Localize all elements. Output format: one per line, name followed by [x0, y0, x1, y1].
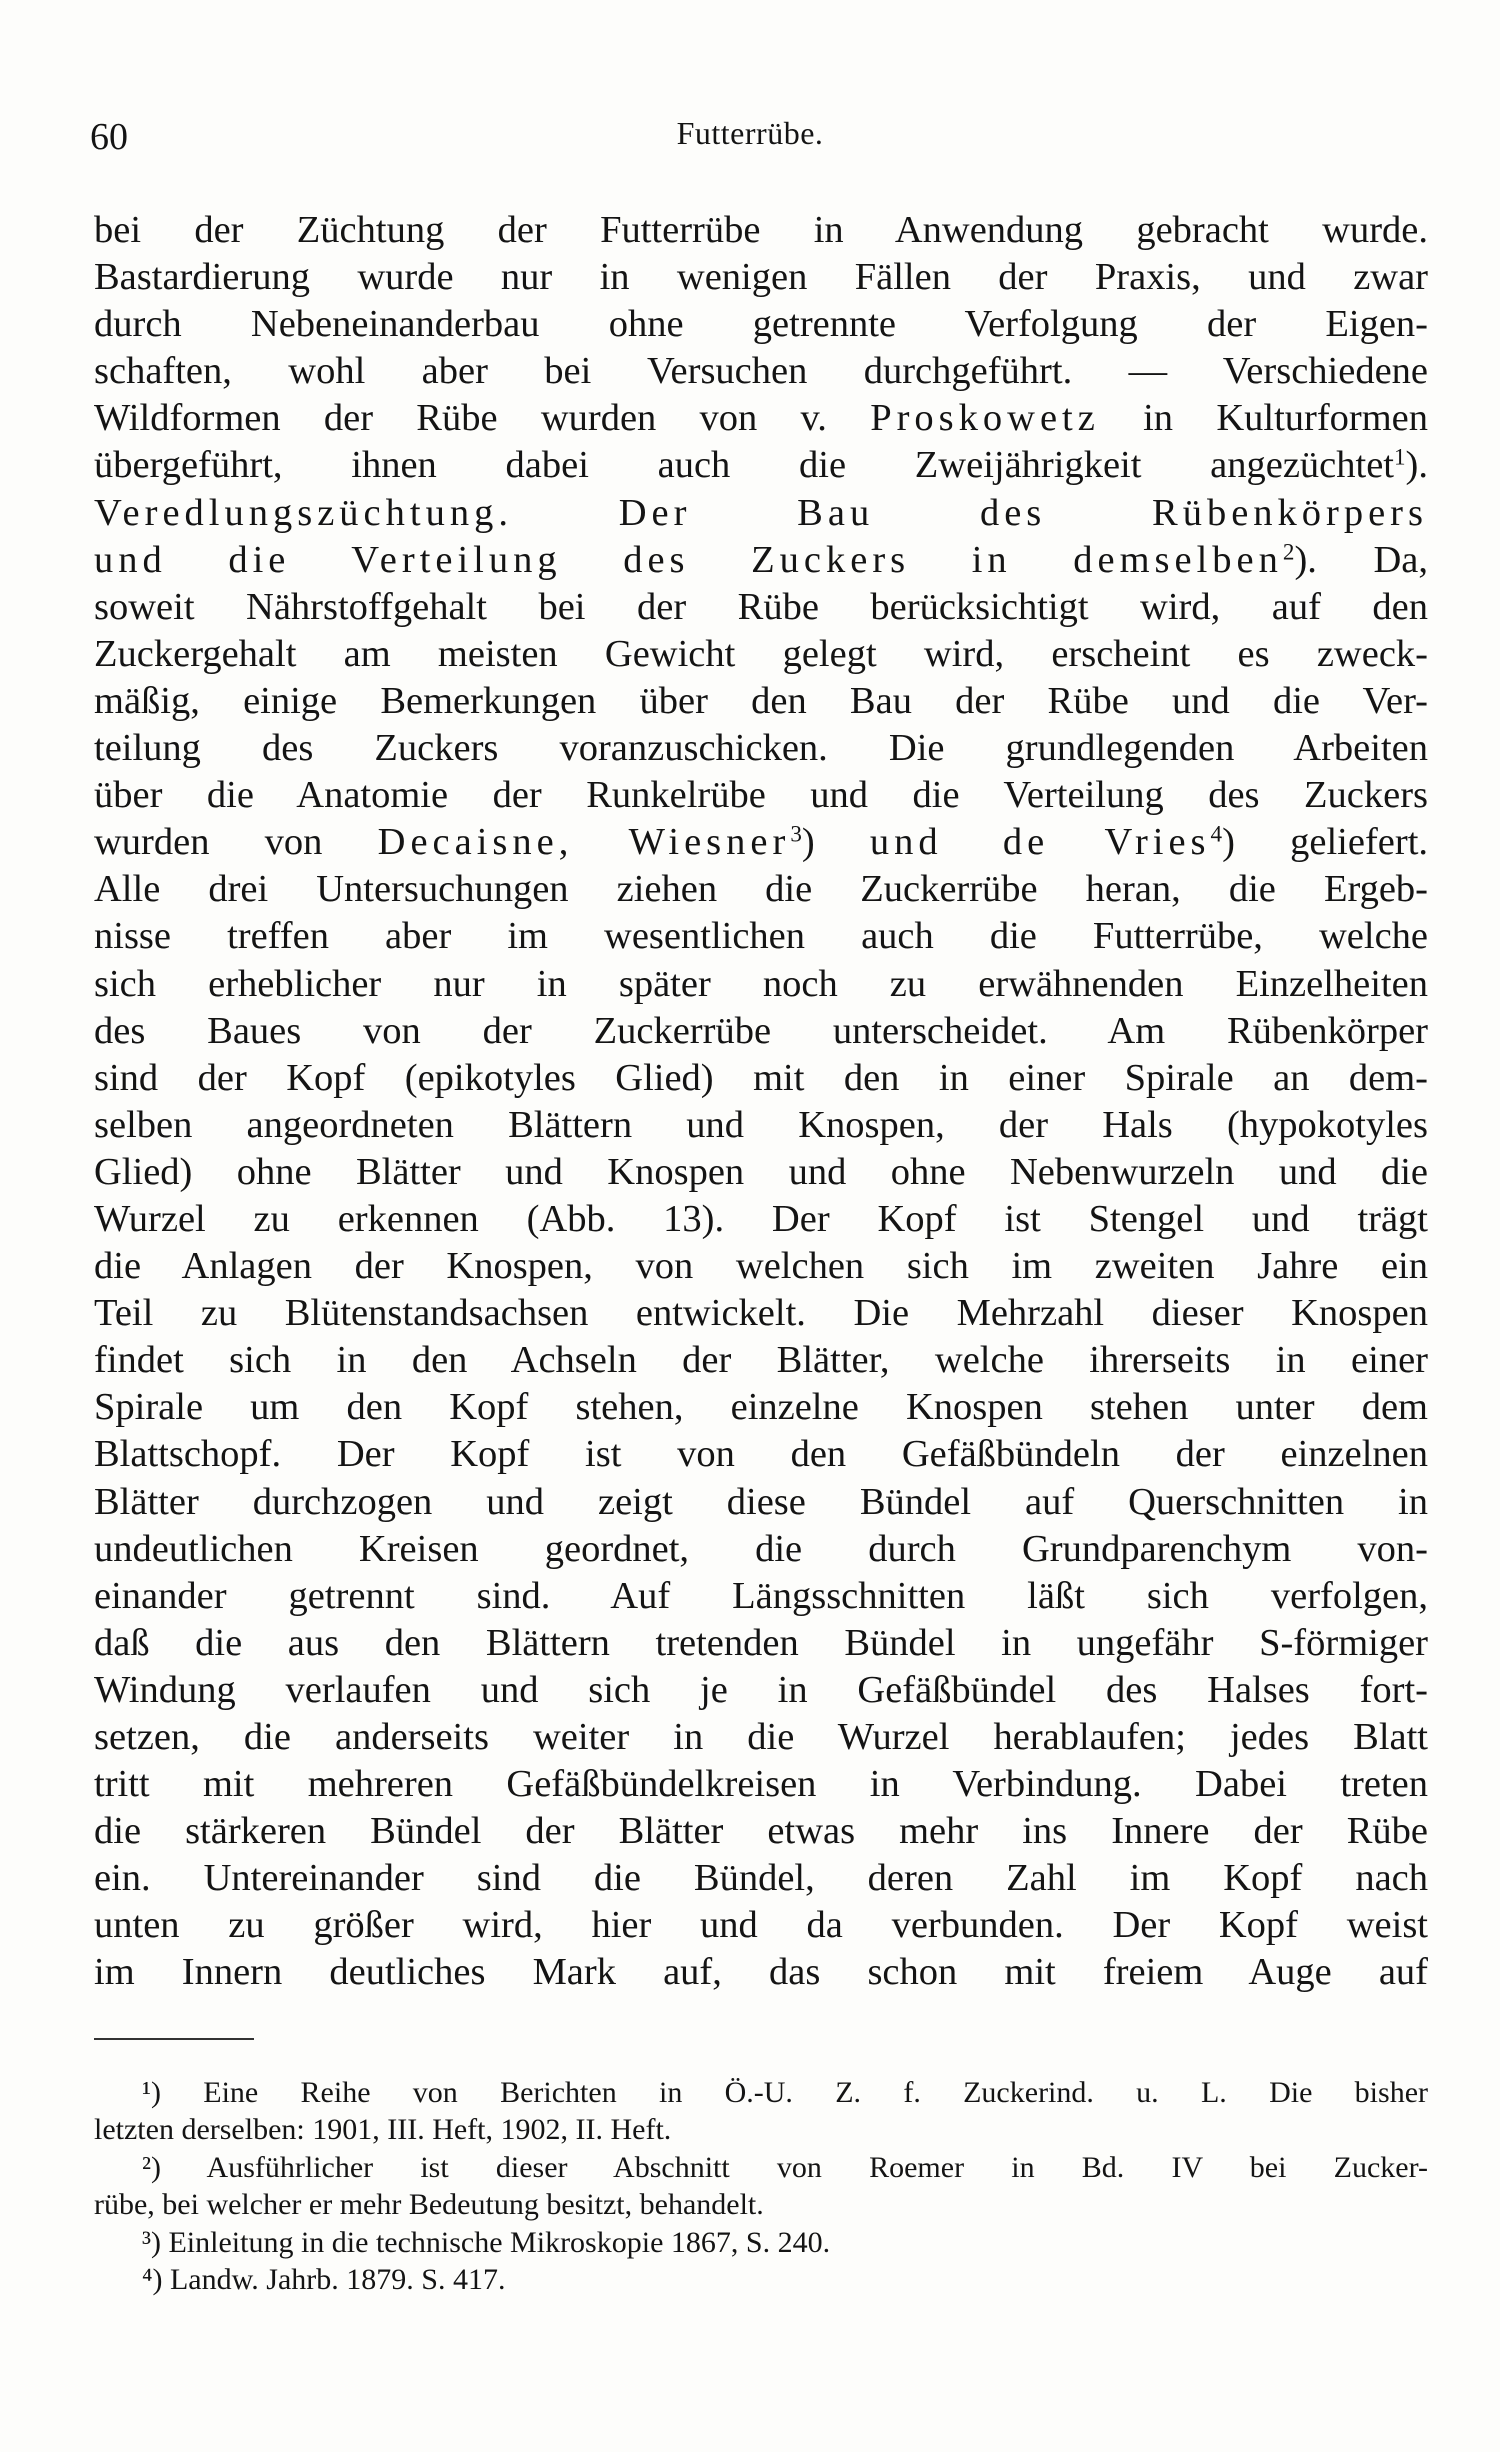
text-line: soweit Nährstoffgehalt bei der Rübe berücksichtigt wird, auf den	[94, 585, 1428, 628]
running-head: Futterrübe.	[676, 115, 824, 151]
text-segment: Da,	[1373, 538, 1429, 581]
text-line: Zuckergehalt am meisten Gewicht gelegt wird, erscheint es zweck-	[94, 632, 1428, 675]
footnote-line: rübe, bei welcher er mehr Bedeutung besitzt, behandelt.	[94, 2188, 764, 2222]
text-segment: übergeführt, ihnen dabei auch die Zweijährigkeit angezüchtet	[94, 444, 1394, 487]
text-segment: geliefert.	[1290, 821, 1429, 864]
footnote-line: ⁴) Landw. Jahrb. 1879. S. 417.	[142, 2262, 506, 2296]
text-line: Windung verlaufen und sich je in Gefäßbündel des Halses fort-	[94, 1668, 1428, 1711]
text-line: setzen, die anderseits weiter in die Wurzel herablaufen; jedes Blatt	[94, 1716, 1428, 1758]
text-line: findet sich in den Achseln der Blätter, welche ihrerseits in einer	[94, 1339, 1428, 1382]
text-line: Alle drei Untersuchungen ziehen die Zuckerrübe heran, die Ergeb-	[94, 868, 1428, 911]
text-segment: ).	[1294, 538, 1317, 581]
text-line: teilung des Zuckers voranzuschicken. Die grundlegenden Arbeiten	[94, 727, 1428, 770]
text-line: einander getrennt sind. Auf Längsschnitten läßt sich verfolgen,	[94, 1574, 1428, 1617]
text-line: Teil zu Blütenstandsachsen entwickelt. Die Mehrzahl dieser Knospen	[94, 1292, 1428, 1335]
text-line: nisse treffen aber im wesentlichen auch die Futterrübe, welche	[94, 915, 1428, 958]
author-name-proskowetz: Proskowetz	[870, 397, 1100, 440]
author-name-vries: Vries	[1104, 821, 1211, 864]
page-number: 60	[90, 116, 128, 158]
footnote-ref: 3	[790, 820, 802, 847]
text-line: die stärkeren Bündel der Blätter etwas mehr ins Innere der Rübe	[94, 1810, 1428, 1853]
text-line: im Innern deutliches Mark auf, das schon mit freiem Auge auf	[94, 1951, 1428, 1994]
text-line: des Baues von der Zuckerrübe unterscheidet. Am Rübenkörper	[94, 1009, 1428, 1052]
footnote-ref: 4	[1210, 820, 1223, 847]
text-line: daß die aus den Blättern tretenden Bündel in ungefähr S-förmiger	[94, 1621, 1428, 1664]
text-line: mäßig, einige Bemerkungen über den Bau der Rübe und die Ver-	[94, 679, 1428, 722]
text-line: Spirale um den Kopf stehen, einzelne Knospen stehen unter dem	[94, 1386, 1428, 1429]
text-line: tritt mit mehreren Gefäßbündelkreisen in Verbindung. Dabei treten	[94, 1763, 1428, 1806]
footnote-ref: 1	[1394, 443, 1406, 470]
body-text	[94, 207, 1428, 1997]
footnote-line: letzten derselben: 1901, III. Heft, 1902, II. Heft.	[94, 2113, 672, 2147]
text-line: Blätter durchzogen und zeigt diese Bündel auf Querschnitten in	[94, 1480, 1428, 1523]
footnote-line: ¹) Eine Reihe von Berichten in Ö.-U. Z. f. Zuckerind. u. L. Die bisher	[142, 2076, 1428, 2109]
footnote-rule	[94, 2038, 254, 2040]
text-line: durch Nebeneinanderbau ohne getrennte Verfolgung der Eigen-	[94, 303, 1428, 346]
text-line	[94, 537, 1428, 584]
footnote-line: ²) Ausführlicher ist dieser Abschnitt von Roemer in Bd. IV bei Zucker-	[142, 2150, 1428, 2184]
footnotes	[94, 2074, 1428, 2298]
text-line: sich erheblicher nur in später noch zu erwähnenden Einzelheiten	[94, 962, 1428, 1005]
text-line	[94, 442, 1428, 489]
text-segment: und de	[869, 821, 1050, 864]
text-segment: Wildformen der Rübe wurden von v.	[94, 397, 827, 440]
author-name-wiesner: Wiesner	[628, 821, 791, 864]
text-line: Glied) ohne Blätter und Knospen und ohne Nebenwurzeln und die	[94, 1150, 1428, 1193]
text-segment: in Kulturformen	[1143, 397, 1429, 440]
text-line: bei der Züchtung der Futterrübe in Anwendung gebracht wurde.	[94, 209, 1428, 251]
text-line: die Anlagen der Knospen, von welchen sich im zweiten Jahre ein	[94, 1245, 1428, 1288]
text-line: Blattschopf. Der Kopf ist von den Gefäßbündeln der einzelnen	[94, 1433, 1428, 1476]
text-segment: und die Verteilung des Zuckers in demselben	[94, 538, 1283, 581]
footnote-line: ³) Einleitung in die technische Mikroskopie 1867, S. 240.	[142, 2225, 831, 2259]
footnote-ref: 2	[1282, 537, 1295, 564]
text-line: Bastardierung wurde nur in wenigen Fällen der Praxis, und zwar	[94, 256, 1428, 299]
text-line	[94, 395, 1428, 442]
text-segment: wurden von	[94, 821, 323, 864]
text-line: unten zu größer wird, hier und da verbunden. Der Kopf weist	[94, 1904, 1428, 1947]
text-line: undeutlichen Kreisen geordnet, die durch Grundparenchym von-	[94, 1527, 1428, 1570]
text-line: selben angeordneten Blättern und Knospen, der Hals (hypokotyles	[94, 1103, 1428, 1146]
text-line: wurden von Decaisne, Wiesner$^3$) und de Vries$^4$) geliefert.	[94, 820, 1429, 864]
section-heading-line: Veredlungszüchtung. Der Bau des Rübenkörpers	[94, 491, 1428, 534]
author-name-decaisne: Decaisne,	[377, 821, 574, 864]
text-line: ein. Untereinander sind die Bündel, deren Zahl im Kopf nach	[94, 1857, 1428, 1900]
text-line: sind der Kopf (epikotyles Glied) mit den in einer Spirale an dem-	[94, 1056, 1428, 1099]
text-line: über die Anatomie der Runkelrübe und die Verteilung des Zuckers	[94, 774, 1428, 817]
text-line: schaften, wohl aber bei Versuchen durchgeführt. — Verschiedene	[94, 350, 1428, 393]
text-line: Wurzel zu erkennen (Abb. 13). Der Kopf ist Stengel und trägt	[94, 1197, 1428, 1240]
text-segment: ).	[1405, 444, 1428, 487]
